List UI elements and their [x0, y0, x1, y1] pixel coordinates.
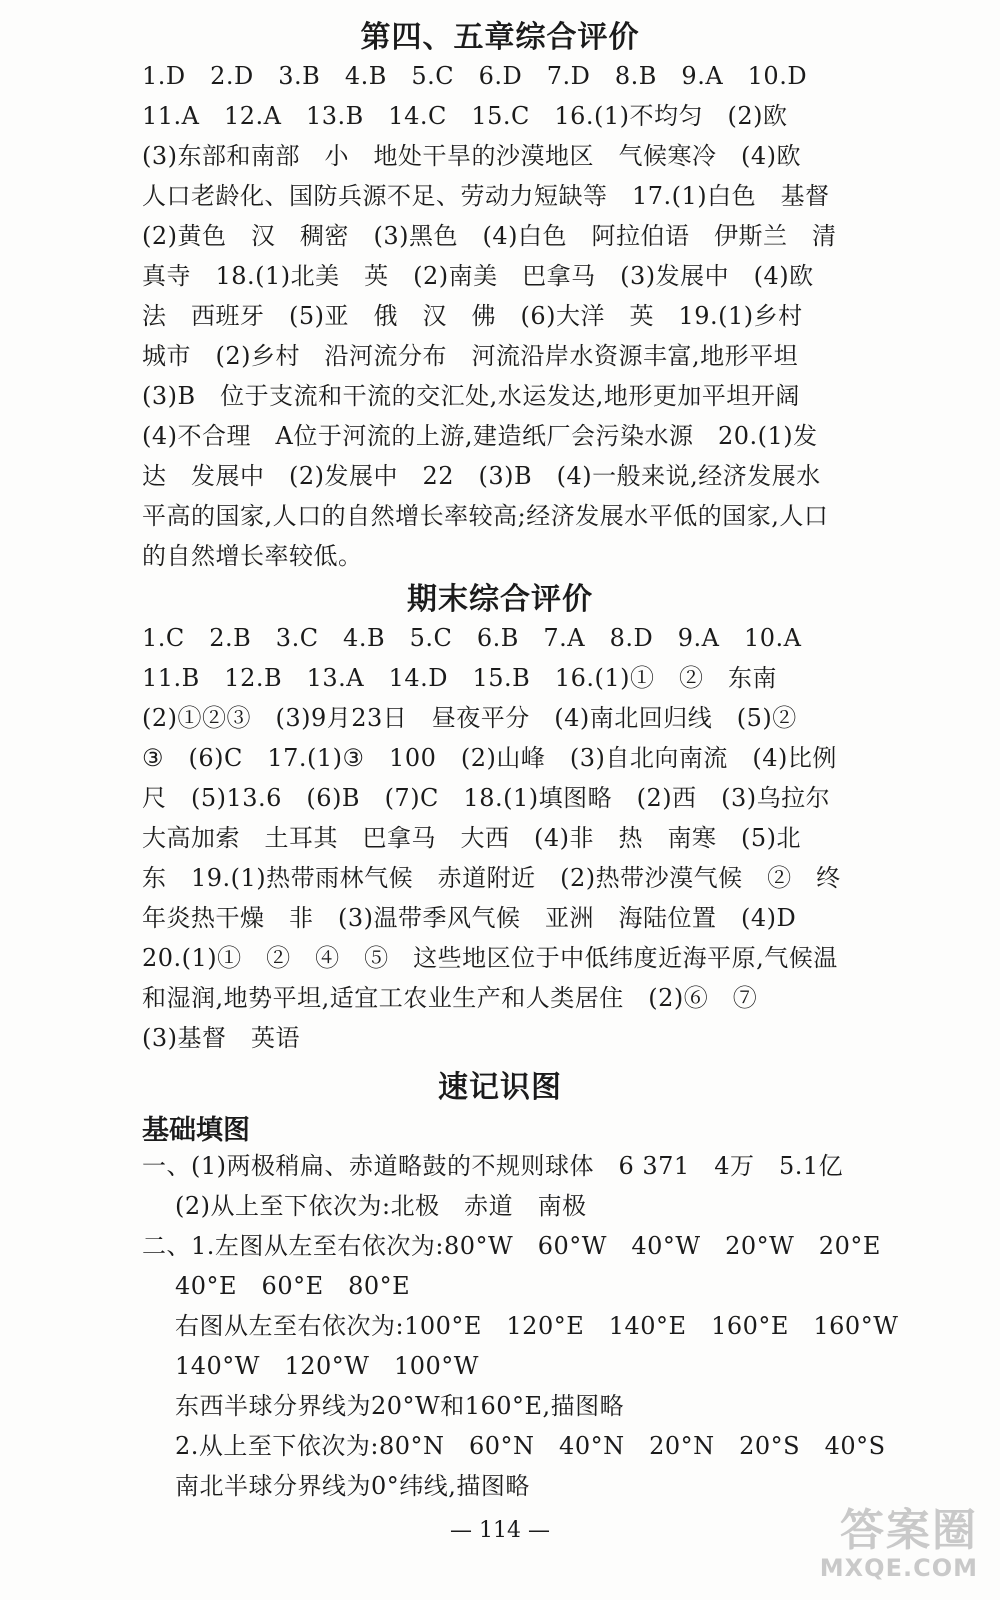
answer-line: (3)B 位于支流和干流的交汇处,水运发达,地形更加平坦开阔 [142, 382, 800, 410]
answer-line: 11.B 12.B 13.A 14.D 15.B 16.(1)① ② 东南 [142, 664, 777, 692]
answer-line: 右图从左至右依次为:100°E 120°E 140°E 160°E 160°W [175, 1312, 899, 1340]
answer-line: (3)东部和南部 小 地处干旱的沙漠地区 气候寒冷 (4)欧 [142, 142, 801, 170]
answer-line: 南北半球分界线为0°纬线,描图略 [175, 1472, 530, 1500]
section-title-chapter-4-5: 第四、五章综合评价 [360, 20, 640, 55]
answer-line: 平高的国家,人口的自然增长率较高;经济发展水平低的国家,人口 [142, 502, 829, 530]
answer-line: 1.C 2.B 3.C 4.B 5.C 6.B 7.A 8.D 9.A 10.A [142, 624, 802, 652]
answer-line: 和湿润,地势平坦,适宜工农业生产和人类居住 (2)⑥ ⑦ [142, 984, 758, 1012]
answer-line: 一、(1)两极稍扁、赤道略鼓的不规则球体 6 371 4万 5.1亿 [142, 1152, 844, 1180]
watermark-logo [819, 1505, 978, 1582]
answer-line: 人口老龄化、国防兵源不足、劳动力短缺等 17.(1)白色 基督 [142, 182, 830, 210]
answer-line: 东西半球分界线为20°W和160°E,描图略 [175, 1392, 625, 1420]
answer-line: 尺 (5)13.6 (6)B (7)C 18.(1)填图略 (2)西 (3)乌拉尔 [142, 784, 831, 812]
answer-line: 城市 (2)乡村 沿河流分布 河流沿岸水资源丰富,地形平坦 [142, 342, 799, 370]
answer-line: (2)从上至下依次为:北极 赤道 南极 [175, 1192, 587, 1220]
answer-line: 二、1.左图从左至右依次为:80°W 60°W 40°W 20°W 20°E [142, 1232, 881, 1260]
watermark-text: 答案圈 [840, 1505, 978, 1556]
answer-line: 11.A 12.A 13.B 14.C 15.C 16.(1)不均匀 (2)欧 [142, 102, 788, 130]
answer-line: 东 19.(1)热带雨林气候 赤道附近 (2)热带沙漠气候 ② 终 [142, 864, 841, 892]
answer-line: 2.从上至下依次为:80°N 60°N 40°N 20°N 20°S 40°S [175, 1432, 886, 1460]
answer-line: 法 西班牙 (5)亚 俄 汉 佛 (6)大洋 英 19.(1)乡村 [142, 302, 803, 330]
answer-line: 的自然增长率较低。 [142, 542, 363, 570]
answer-line: (2)黄色 汉 稠密 (3)黑色 (4)白色 阿拉伯语 伊斯兰 清 [142, 222, 837, 250]
subsection-title-basic-map-fill: 基础填图 [142, 1115, 250, 1146]
page-number: — 114 — [450, 1518, 550, 1543]
answer-line: 年炎热干燥 非 (3)温带季风气候 亚洲 海陆位置 (4)D [142, 904, 797, 932]
answer-line: 大高加索 土耳其 巴拿马 大西 (4)非 热 南寒 (5)北 [142, 824, 801, 852]
answer-line: 40°E 60°E 80°E [175, 1272, 411, 1300]
answer-line: 20.(1)① ② ④ ⑤ 这些地区位于中低纬度近海平原,气候温 [142, 944, 838, 972]
answer-line: ③ (6)C 17.(1)③ 100 (2)山峰 (3)自北向南流 (4)比例 [142, 744, 837, 772]
section-title-quick-maps: 速记识图 [438, 1070, 562, 1105]
answer-line: (3)基督 英语 [142, 1024, 300, 1052]
watermark-url: MXQE.COM [819, 1554, 978, 1582]
answer-line: 1.D 2.D 3.B 4.B 5.C 6.D 7.D 8.B 9.A 10.D [142, 62, 808, 90]
answer-line: 140°W 120°W 100°W [175, 1352, 479, 1380]
section-title-final-review: 期末综合评价 [407, 582, 593, 617]
answer-line: 真寺 18.(1)北美 英 (2)南美 巴拿马 (3)发展中 (4)欧 [142, 262, 814, 290]
answer-line: (2)①②③ (3)9月23日 昼夜平分 (4)南北回归线 (5)② [142, 704, 797, 732]
answer-line: (4)不合理 A位于河流的上游,建造纸厂会污染水源 20.(1)发 [142, 422, 818, 450]
answer-line: 达 发展中 (2)发展中 22 (3)B (4)一般来说,经济发展水 [142, 462, 821, 490]
